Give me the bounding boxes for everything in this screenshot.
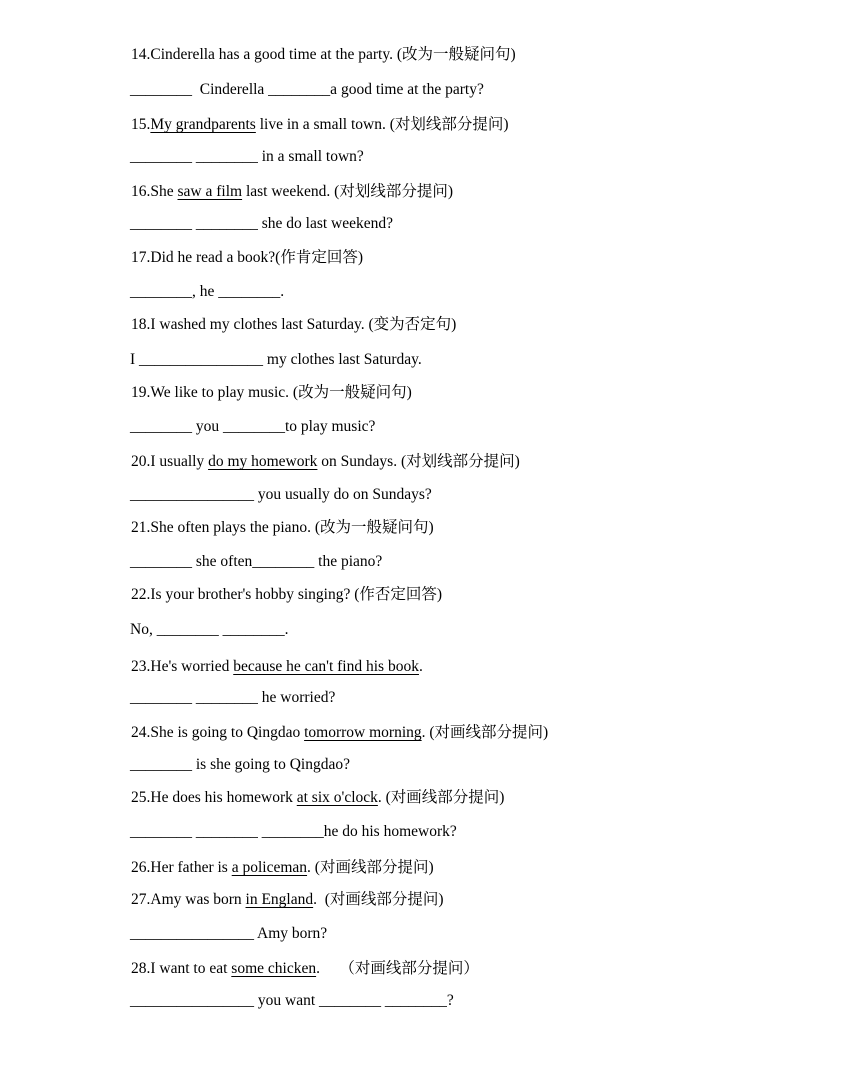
underlined-phrase: because he can't find his book: [233, 658, 419, 675]
question-line: [131, 518, 434, 538]
question-line: [131, 383, 412, 403]
text-segment: 19.We like to play music. (改为一般疑问句): [131, 384, 412, 401]
answer-line: [130, 924, 327, 944]
text-segment: 15.: [131, 116, 151, 133]
text-segment: ________ is she going to Qingdao?: [130, 756, 350, 773]
text-segment: I ________________ my clothes last Saturday.: [130, 351, 422, 368]
answer-line: [130, 755, 350, 775]
underlined-phrase: do my homework: [208, 453, 318, 470]
question-line: [131, 45, 516, 65]
text-segment: . （对画线部分提问）: [316, 960, 479, 977]
answer-line: [130, 80, 484, 100]
text-segment: live in a small town. (对划线部分提问): [255, 116, 509, 133]
text-segment: 28.I want to eat: [131, 960, 232, 977]
underlined-phrase: tomorrow morning: [304, 724, 422, 741]
text-segment: 20.I usually: [131, 453, 209, 470]
text-segment: on Sundays. (对划线部分提问): [317, 453, 520, 470]
text-segment: ________ she often________ the piano?: [130, 553, 383, 570]
question-line: [131, 890, 444, 910]
answer-line: [130, 147, 364, 167]
text-segment: ________ ________ in a small town?: [130, 148, 364, 165]
text-segment: 16.She: [131, 183, 178, 200]
text-segment: 14.Cinderella has a good time at the party. (改为一般疑问句): [131, 46, 516, 63]
text-segment: .: [418, 658, 423, 675]
underlined-phrase: some chicken: [231, 960, 317, 977]
question-line: [131, 657, 423, 677]
text-segment: 21.She often plays the piano. (改为一般疑问句): [131, 519, 434, 536]
answer-line: [130, 485, 432, 505]
text-segment: 24.She is going to Qingdao: [131, 724, 305, 741]
text-segment: ________ ________ she do last weekend?: [130, 215, 394, 232]
underlined-phrase: a policeman: [231, 859, 308, 876]
text-segment: No, ________ ________.: [130, 621, 289, 638]
answer-line: [130, 552, 382, 572]
question-line: [131, 248, 363, 268]
question-line: [131, 315, 456, 335]
answer-line: [130, 822, 457, 842]
answer-line: [130, 417, 375, 437]
text-segment: ________________ you want ________ ________?: [130, 992, 454, 1009]
answer-line: [130, 214, 393, 234]
question-line: [131, 585, 442, 605]
question-line: [131, 115, 509, 135]
question-line: [131, 182, 453, 202]
text-segment: ________________ you usually do on Sundays?: [130, 486, 432, 503]
text-segment: ________ ________ he worried?: [130, 689, 336, 706]
underlined-phrase: in England: [245, 891, 314, 908]
text-segment: . (对画线部分提问): [421, 724, 549, 741]
underlined-phrase: My grandparents: [150, 116, 256, 133]
question-line: [131, 788, 504, 808]
question-line: [131, 858, 434, 878]
text-segment: 26.Her father is: [131, 859, 232, 876]
text-segment: ________________ Amy born?: [130, 925, 328, 942]
underlined-phrase: saw a film: [177, 183, 243, 200]
text-segment: last weekend. (对划线部分提问): [242, 183, 454, 200]
text-segment: ________, he ________.: [130, 283, 285, 300]
text-segment: ________ you ________to play music?: [130, 418, 376, 435]
text-segment: 27.Amy was born: [131, 891, 246, 908]
answer-line: [130, 620, 288, 640]
question-line: [131, 723, 548, 743]
text-segment: 17.Did he read a book?(作肯定回答): [131, 249, 364, 266]
text-segment: ________ ________ ________he do his homework?: [130, 823, 457, 840]
answer-line: [130, 688, 335, 708]
answer-line: [130, 350, 422, 370]
text-segment: . (对画线部分提问): [377, 789, 505, 806]
question-line: [131, 959, 479, 979]
question-line: [131, 452, 520, 472]
text-segment: ________ Cinderella ________a good time at the party?: [130, 81, 484, 98]
underlined-phrase: at six o'clock: [296, 789, 378, 806]
text-segment: 18.I washed my clothes last Saturday. (变为否定句): [131, 316, 457, 333]
text-segment: . (对画线部分提问): [313, 891, 444, 908]
answer-line: [130, 991, 454, 1011]
text-segment: 25.He does his homework: [131, 789, 297, 806]
text-segment: 23.He's worried: [131, 658, 234, 675]
answer-line: [130, 282, 284, 302]
text-segment: . (对画线部分提问): [307, 859, 434, 876]
text-segment: 22.Is your brother's hobby singing? (作否定回答): [131, 586, 443, 603]
